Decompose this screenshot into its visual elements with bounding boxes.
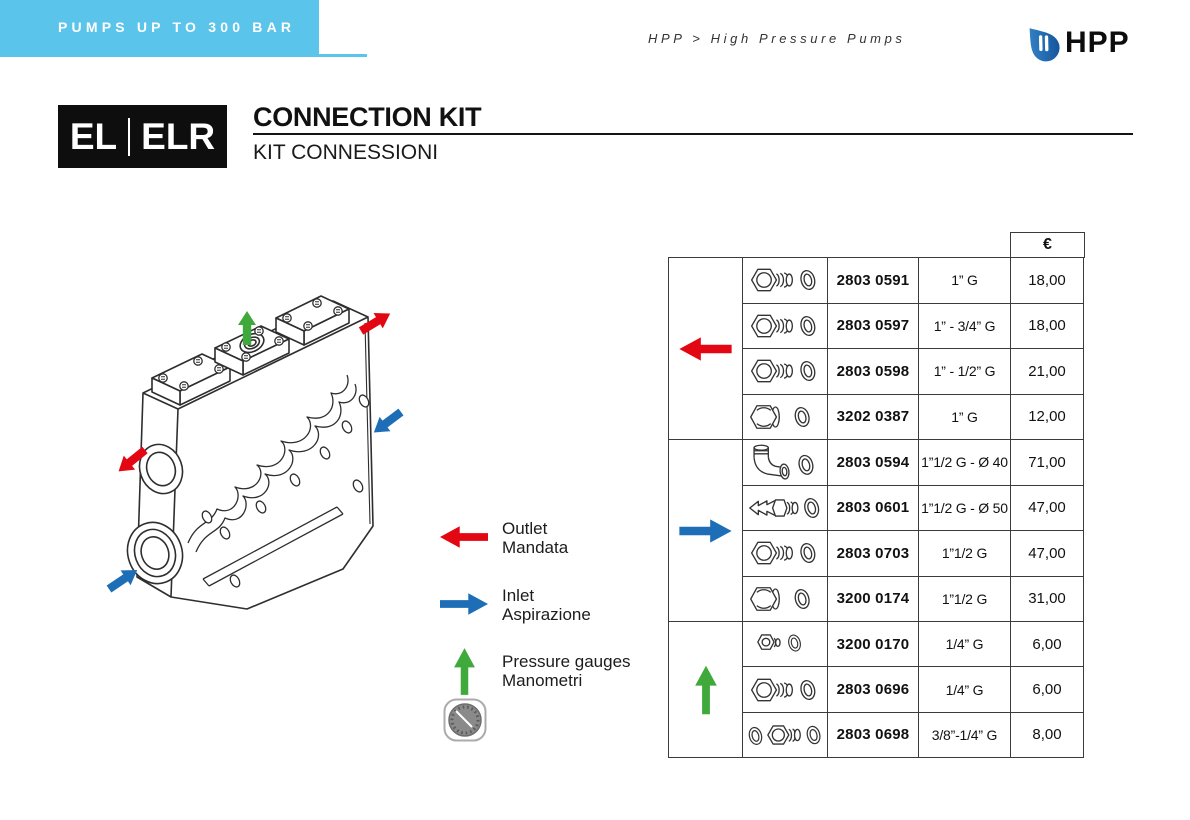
arrow-right-icon bbox=[678, 517, 733, 545]
inlet-legend-slot bbox=[440, 591, 488, 622]
part-number-cell bbox=[828, 577, 919, 623]
currency-header: € bbox=[1010, 232, 1085, 258]
price-value: 12,00 bbox=[1028, 408, 1066, 426]
logo-wordmark: HPP bbox=[1065, 25, 1130, 59]
fitting-image-cell bbox=[743, 395, 828, 441]
price-cell bbox=[1011, 440, 1084, 486]
thread-size: 1” G bbox=[951, 408, 978, 425]
part-number-cell bbox=[828, 667, 919, 712]
thread-size: 1”1/2 G - Ø 40 bbox=[921, 454, 1008, 471]
thread-size-cell bbox=[919, 395, 1011, 441]
nipple-washer-icon bbox=[745, 350, 825, 392]
model-badge bbox=[58, 105, 227, 168]
nipple-washer-icon bbox=[745, 669, 825, 711]
inlet-label-it: Aspirazione bbox=[502, 605, 591, 624]
title-rule bbox=[253, 133, 1133, 135]
fitting-image-cell bbox=[743, 577, 828, 623]
pressure-gauge-icon bbox=[443, 698, 487, 742]
washer-nipple-washer-icon bbox=[745, 714, 825, 756]
pump-inlet-arrow-right bbox=[368, 405, 406, 440]
outlet-label-en: Outlet bbox=[502, 519, 548, 538]
outlet-legend-label bbox=[502, 519, 568, 557]
nipple-washer-icon bbox=[745, 305, 825, 347]
price-cell bbox=[1011, 486, 1084, 532]
price-cell bbox=[1011, 531, 1084, 577]
part-number: 3202 0387 bbox=[836, 408, 910, 426]
price-cell bbox=[1011, 349, 1084, 395]
outlet-legend-slot bbox=[440, 524, 488, 555]
part-number: 2803 0703 bbox=[836, 544, 910, 562]
part-number-cell bbox=[828, 349, 919, 395]
price-cell bbox=[1011, 667, 1084, 712]
thread-size: 1”1/2 G bbox=[941, 545, 988, 562]
price-cell bbox=[1011, 622, 1084, 667]
part-number: 3200 0174 bbox=[836, 590, 910, 608]
thread-size: 1”1/2 G - Ø 50 bbox=[921, 499, 1008, 516]
model-left: EL bbox=[69, 115, 118, 157]
price-value: 8,00 bbox=[1032, 726, 1062, 744]
part-number-cell bbox=[828, 304, 919, 350]
gauge-label-en: Pressure gauges bbox=[502, 652, 631, 671]
small-plug-washer-icon bbox=[745, 623, 825, 665]
thread-size-cell bbox=[919, 577, 1011, 623]
part-number-cell bbox=[828, 440, 919, 486]
arrow-up-icon bbox=[693, 665, 719, 715]
part-number: 2803 0601 bbox=[836, 499, 910, 517]
arrow-right-icon bbox=[440, 591, 488, 617]
badge-underline bbox=[0, 54, 367, 57]
price-value: 31,00 bbox=[1028, 590, 1066, 608]
thread-size: 1” - 3/4” G bbox=[933, 317, 996, 334]
part-number-cell bbox=[828, 486, 919, 532]
thread-size: 1” - 1/2” G bbox=[933, 363, 996, 380]
group-arrow-right bbox=[669, 440, 743, 622]
price-value: 71,00 bbox=[1028, 453, 1066, 471]
fitting-image-cell bbox=[743, 531, 828, 577]
model-right: ELR bbox=[141, 115, 216, 157]
thread-size-cell bbox=[919, 304, 1011, 350]
hpp-logo bbox=[1020, 21, 1130, 64]
price-value: 18,00 bbox=[1028, 317, 1066, 335]
fitting-image-cell bbox=[743, 258, 828, 304]
thread-size-cell bbox=[919, 349, 1011, 395]
fitting-image-cell bbox=[743, 304, 828, 350]
thread-size: 1” G bbox=[951, 272, 978, 289]
part-number-cell bbox=[828, 713, 919, 758]
price-cell bbox=[1011, 395, 1084, 441]
thread-size: 3/8”-1/4” G bbox=[931, 726, 998, 743]
part-number-cell bbox=[828, 531, 919, 577]
price-value: 47,00 bbox=[1028, 544, 1066, 562]
price-cell bbox=[1011, 258, 1084, 304]
page-subtitle: KIT CONNESSIONI bbox=[253, 141, 439, 164]
fitting-image-cell bbox=[743, 440, 828, 486]
thread-size-cell bbox=[919, 258, 1011, 304]
price-value: 6,00 bbox=[1032, 681, 1062, 699]
price-value: 18,00 bbox=[1028, 271, 1066, 289]
part-number: 2803 0598 bbox=[836, 362, 910, 380]
price-value: 21,00 bbox=[1028, 362, 1066, 380]
price-cell bbox=[1011, 713, 1084, 758]
thread-size-cell bbox=[919, 531, 1011, 577]
part-number: 2803 0597 bbox=[836, 317, 910, 335]
thread-size-cell bbox=[919, 440, 1011, 486]
gauge-label-it: Manometri bbox=[502, 671, 583, 690]
price-value: 47,00 bbox=[1028, 499, 1066, 517]
connection-kit-table bbox=[668, 257, 1084, 758]
pumps-range-badge bbox=[0, 0, 319, 54]
page-title: CONNECTION KIT bbox=[253, 102, 482, 132]
thread-size-cell bbox=[919, 713, 1011, 758]
part-number: 3200 0170 bbox=[836, 635, 910, 653]
water-drop-icon bbox=[1020, 21, 1063, 64]
arrow-left-icon bbox=[678, 335, 733, 363]
nipple-washer-icon bbox=[745, 532, 825, 574]
part-number: 2803 0594 bbox=[836, 453, 910, 471]
part-number: 2803 0696 bbox=[836, 681, 910, 699]
thread-size-cell bbox=[919, 667, 1011, 712]
fitting-image-cell bbox=[743, 713, 828, 758]
thread-size-cell bbox=[919, 622, 1011, 667]
breadcrumb: HPP > High Pressure Pumps bbox=[648, 31, 906, 46]
fitting-image-cell bbox=[743, 349, 828, 395]
thread-size: 1/4” G bbox=[945, 636, 984, 653]
price-cell bbox=[1011, 304, 1084, 350]
inlet-legend-label bbox=[502, 586, 591, 624]
arrow-left-icon bbox=[440, 524, 488, 550]
part-number: 2803 0698 bbox=[836, 726, 910, 744]
plug-washer-icon bbox=[745, 578, 825, 620]
fitting-image-cell bbox=[743, 486, 828, 532]
price-cell bbox=[1011, 577, 1084, 623]
gauge-legend-label bbox=[502, 652, 631, 690]
part-number-cell bbox=[828, 622, 919, 667]
model-divider bbox=[128, 118, 130, 156]
part-number-cell bbox=[828, 258, 919, 304]
nipple-washer-icon bbox=[745, 259, 825, 301]
thread-size: 1”1/2 G bbox=[941, 590, 988, 607]
outlet-label-it: Mandata bbox=[502, 538, 569, 557]
thread-size-cell bbox=[919, 486, 1011, 532]
gauge-legend-slot bbox=[452, 647, 477, 701]
badge-label: PUMPS UP TO 300 BAR bbox=[58, 19, 296, 35]
part-number-cell bbox=[828, 395, 919, 441]
barb-washer-icon bbox=[745, 487, 825, 529]
group-arrow-up bbox=[669, 622, 743, 758]
part-number: 2803 0591 bbox=[836, 271, 910, 289]
thread-size: 1/4” G bbox=[945, 681, 984, 698]
inlet-label-en: Inlet bbox=[502, 586, 535, 605]
fitting-image-cell bbox=[743, 667, 828, 712]
elbow-washer-icon bbox=[745, 441, 825, 483]
plug-washer-icon bbox=[745, 396, 825, 438]
price-value: 6,00 bbox=[1032, 635, 1062, 653]
fitting-image-cell bbox=[743, 622, 828, 667]
arrow-up-icon bbox=[452, 647, 477, 696]
group-arrow-left bbox=[669, 258, 743, 440]
pump-technical-drawing bbox=[85, 281, 425, 621]
